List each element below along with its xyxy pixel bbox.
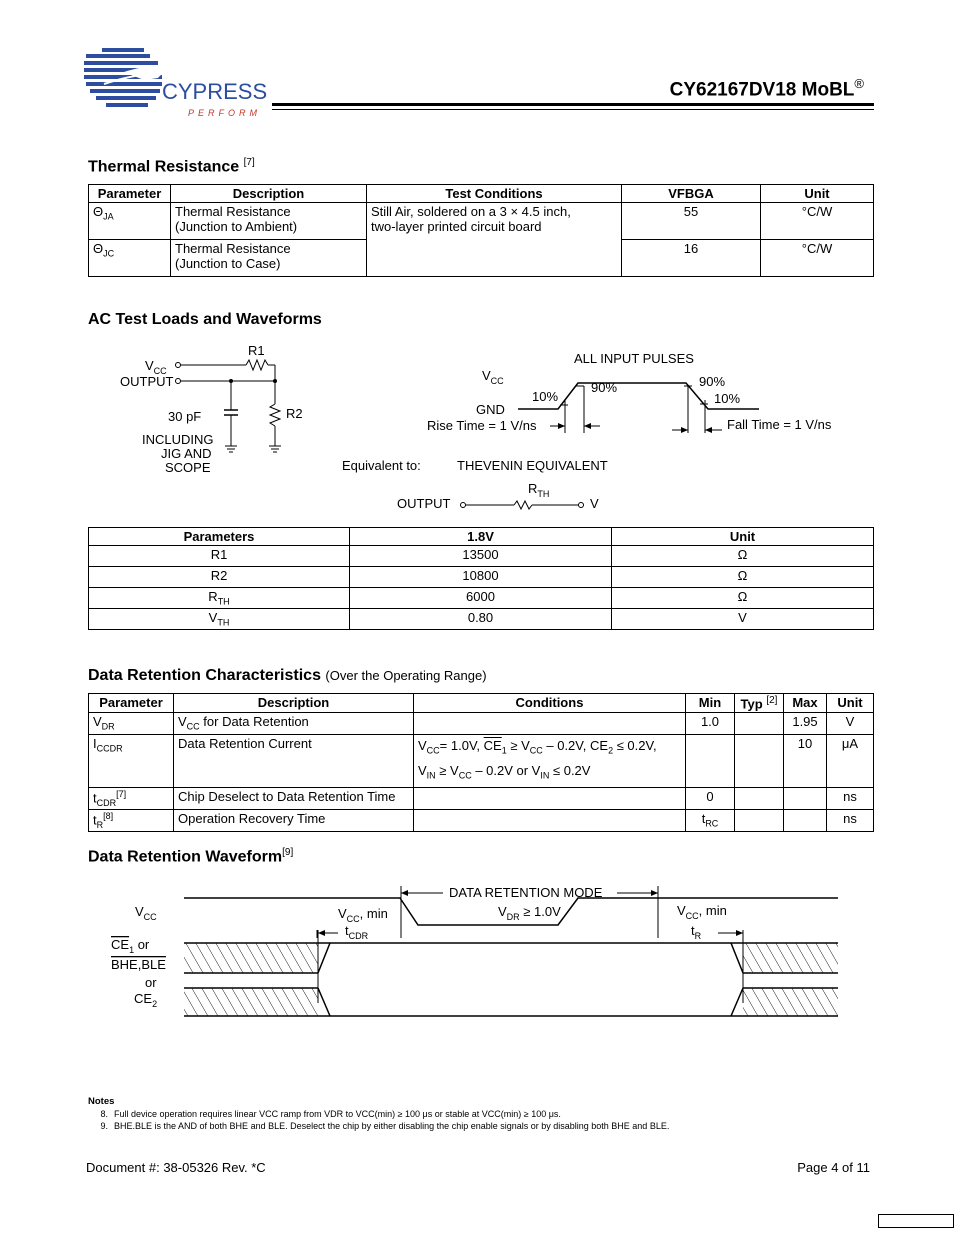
thevenin-v-label: V: [590, 496, 599, 511]
thermal-table: [88, 184, 874, 277]
tr-label: $t_R$: [691, 923, 702, 941]
header-rule: [272, 103, 874, 106]
note-9: 9. BHE.BLE is the AND of both BHE and BLE. Deselect the chip by either disabling the chip enable signals or by disabling both BHE and BLE.: [100, 1121, 670, 1131]
vcc-label: $V_{CC}$: [145, 358, 167, 376]
table-row: $t_R[8]$ Operation Recovery Time $t_{RC}$ ns: [89, 809, 874, 831]
thermal-title: Thermal Resistance [7]: [88, 157, 255, 176]
thevenin-label: THEVENIN EQUIVALENT: [457, 458, 608, 473]
wf-vcc-label: $V_{CC}$: [135, 904, 157, 922]
ac-title: AC Test Loads and Waveforms: [88, 311, 322, 328]
header-rule-thin: [272, 109, 874, 110]
bhe-ble-label: BHE,BLE: [111, 957, 166, 972]
ac-test-diagram: [88, 338, 874, 518]
note-8: 8. Full device operation requires linear VCC ramp from VDR to VCC(min) ≥ 100 μs or stable at VCC(min) ≥ 100 μs.: [100, 1109, 561, 1119]
rise-90-label: 90%: [591, 380, 618, 395]
table-header-row: Parameter Description Conditions Min Typ [2] Max Unit: [89, 694, 874, 713]
table-row: $V_{TH}$ 0.80 V: [89, 609, 874, 630]
value-cell: 16: [622, 240, 761, 277]
param-cell: $\Theta_{JA}$: [89, 203, 171, 240]
rth-label: $R_{TH}$: [528, 481, 550, 499]
or-label: or: [145, 975, 157, 990]
equivalent-label: Equivalent to:: [342, 458, 421, 473]
th-description: Description: [171, 185, 367, 203]
gnd-label: GND: [476, 402, 505, 417]
svg-text:CYPRESS: CYPRESS: [162, 79, 268, 104]
fall-time-label: Fall Time = 1 V/ns: [727, 417, 832, 432]
rise-time-label: Rise Time = 1 V/ns: [427, 418, 537, 433]
table-row: $V_{DR}$ $V_{CC}$ for Data Retention 1.0 1.95 V: [89, 713, 874, 735]
retention-table: [88, 693, 874, 832]
retention-title: Data Retention Characteristics (Over the Operating Range): [88, 667, 487, 684]
th-conditions: Test Conditions: [367, 185, 622, 203]
cypress-logo: [84, 44, 274, 120]
table-row: $I_{CCDR}$ Data Retention Current $V_{CC}= 1.0V$, $\overline{CE}_1 \ge V_{CC} - 0.2V$, $CE_2 \le 0.2V$, $V_{IN} \ge V_{CC} - 0.2V$ or $V_{IN} \le 0.2V$ 10 μA: [89, 735, 874, 787]
unit-cell: °C/W: [761, 240, 874, 277]
fall-90-label: 90%: [699, 374, 726, 389]
waveform-title: Data Retention Waveform[9]: [88, 847, 294, 866]
unit-cell: °C/W: [761, 203, 874, 240]
wave-vcc-label: $V_{CC}$: [482, 368, 504, 386]
retention-waveform-diagram: [88, 878, 874, 1023]
th-1-8v: 1.8V: [350, 528, 612, 546]
retention-mode-label: DATA RETENTION MODE: [449, 885, 603, 900]
vcc-min-left: $V_{CC}$, min: [338, 906, 388, 924]
th-unit: Unit: [761, 185, 874, 203]
fall-10-label: 10%: [714, 391, 741, 406]
document-number: Document #: 38-05326 Rev. *C: [86, 1160, 266, 1175]
conditions-cell: Still Air, soldered on a 3 × 4.5 inch, two-layer printed circuit board: [367, 203, 622, 277]
th-parameter: Parameter: [89, 185, 171, 203]
param-cell: $\Theta_{JC}$: [89, 240, 171, 277]
value-cell: 55: [622, 203, 761, 240]
vdr-label: $V_{DR} \ge 1.0V$: [498, 904, 561, 922]
notes-heading: Notes: [88, 1096, 115, 1107]
thevenin-output-label: OUTPUT: [397, 496, 451, 511]
notes: [88, 1096, 888, 1132]
table-row: $t_{CDR}[7]$ Chip Deselect to Data Retention Time 0 ns: [89, 787, 874, 809]
tcdr-label: $t_{CDR}$: [345, 923, 369, 941]
th-unit: Unit: [612, 528, 874, 546]
table-header-row: [89, 528, 874, 546]
table-row: $R_{TH}$ 6000 Ω: [89, 588, 874, 609]
page-number: Page 4 of 11: [797, 1160, 870, 1175]
cap-label: 30 pF: [168, 409, 202, 424]
retention-conditions: $V_{CC}= 1.0V$, $\overline{CE}_1 \ge V_{CC} - 0.2V$, $CE_2 \le 0.2V$, $V_{IN} \ge V_{CC} - 0.2V$ or $V_{IN} \le 0.2V$: [414, 735, 686, 787]
footer-box: [878, 1214, 954, 1228]
params-table: [88, 527, 874, 630]
ce2-label: $CE_2$: [134, 991, 158, 1009]
th-vfbga: VFBGA: [622, 185, 761, 203]
table-row: R1 13500 Ω: [89, 546, 874, 567]
ce1-or-label: $CE_1$ or: [111, 937, 150, 955]
r2-label: R2: [286, 406, 303, 421]
svg-text:PERFORM: PERFORM: [188, 108, 261, 118]
jig-label: JIG AND: [161, 446, 212, 461]
including-label: INCLUDING: [142, 432, 214, 447]
rise-10-label: 10%: [532, 389, 559, 404]
desc-cell: Thermal Resistance (Junction to Ambient): [171, 203, 367, 240]
scope-label: SCOPE: [165, 460, 211, 475]
vcc-min-right: $V_{CC}$, min: [677, 903, 727, 921]
r1-label: R1: [248, 343, 265, 358]
table-row: R2 10800 Ω: [89, 567, 874, 588]
product-title: CY62167DV18 MoBL®: [669, 76, 864, 101]
desc-cell: Thermal Resistance (Junction to Case): [171, 240, 367, 277]
all-pulses-label: ALL INPUT PULSES: [574, 351, 694, 366]
table-row: [89, 203, 874, 240]
th-parameters: Parameters: [89, 528, 350, 546]
output-label: OUTPUT: [120, 374, 174, 389]
table-header-row: [89, 185, 874, 203]
